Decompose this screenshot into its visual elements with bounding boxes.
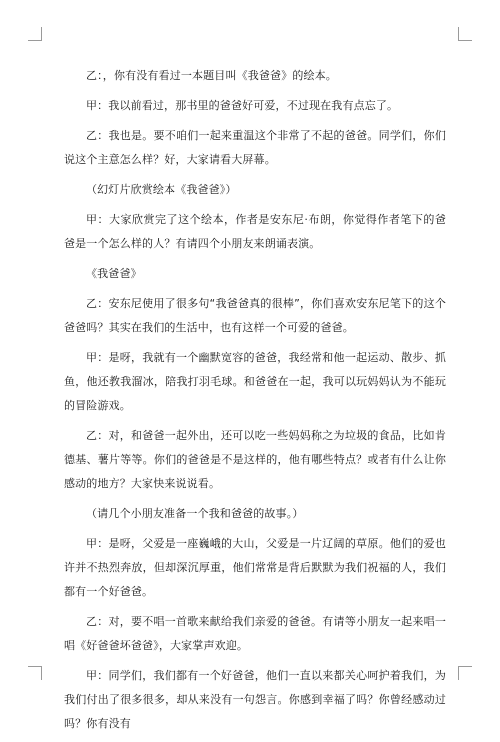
paragraph: 乙：，你有没有看过一本题目叫《我爸爸》的绘本。	[86, 69, 337, 82]
paragraph: 乙：安东尼使用了很多句“我爸爸真的很棒”，你们喜欢安东尼笔下的这个爸爸吗？其实在我们的生活中，也有这样一个可爱的爸爸。	[64, 297, 446, 334]
crop-mark-bottom-left	[28, 666, 42, 667]
paragraph: 甲：我以前看过，那书里的爸爸好可爱，不过现在我有点忘了。	[86, 99, 399, 112]
crop-mark-top-right	[458, 40, 472, 41]
stage-direction: （幻灯片欣赏绘本《我爸爸》）	[86, 183, 237, 196]
paragraph: 甲：是呀，父爱是一座巍峨的大山，父爱是一片辽阔的草原。他们的爱也许并不热烈奔放，但却深沉厚重，他们常常是背后默默为我们祝福的人，我们都有一个好爸爸。	[64, 537, 446, 598]
crop-mark-bottom-right	[458, 666, 472, 667]
paragraph: 甲：同学们，我们都有一个好爸爸，他们一直以来都关心呵护着我们，为我们付出了很多很多，却从来没有一句怨言。你感到幸福了吗？你曾经感动过吗？你有没有	[64, 669, 446, 730]
poem-title: 《我爸爸》	[86, 267, 142, 280]
crop-mark-bottom-right	[458, 666, 459, 680]
stage-direction: （请几个小朋友准备一个我和爸爸的故事。）	[86, 507, 304, 520]
crop-mark-top-left	[28, 40, 42, 41]
crop-mark-bottom-left	[41, 666, 42, 680]
paragraph: 乙：对，和爸爸一起外出，还可以吃一些妈妈称之为垃圾的食品，比如肯德基、薯片等等。你们的爸爸是不是这样的，他有哪些特点？或者有什么让你感动的地方？大家快来说说看。	[64, 429, 446, 490]
paragraph: 甲：大家欣赏完了这个绘本，作者是安东尼·布朗，你觉得作者笔下的爸爸是一个怎么样的人？有请四个小朋友来朗诵表演。	[64, 213, 446, 250]
paragraph: 乙：对，要不唱一首歌来献给我们亲爱的爸爸。有请等小朋友一起来唱一唱《好爸爸坏爸爸》，大家掌声欢迎。	[64, 615, 446, 652]
document-body	[64, 64, 446, 742]
crop-mark-top-left	[41, 27, 42, 41]
crop-mark-top-right	[458, 27, 459, 41]
paragraph: 甲：是呀，我就有一个幽默宽容的爸爸，我经常和他一起运动、散步、抓鱼，他还教我溜冰，陪我打羽毛球。和爸爸在一起，我可以玩妈妈认为不能玩的冒险游戏。	[64, 351, 446, 412]
paragraph: 乙：我也是。要不咱们一起来重温这个非常了不起的爸爸。同学们，你们说这个主意怎么样？好，大家请看大屏幕。	[64, 129, 446, 166]
